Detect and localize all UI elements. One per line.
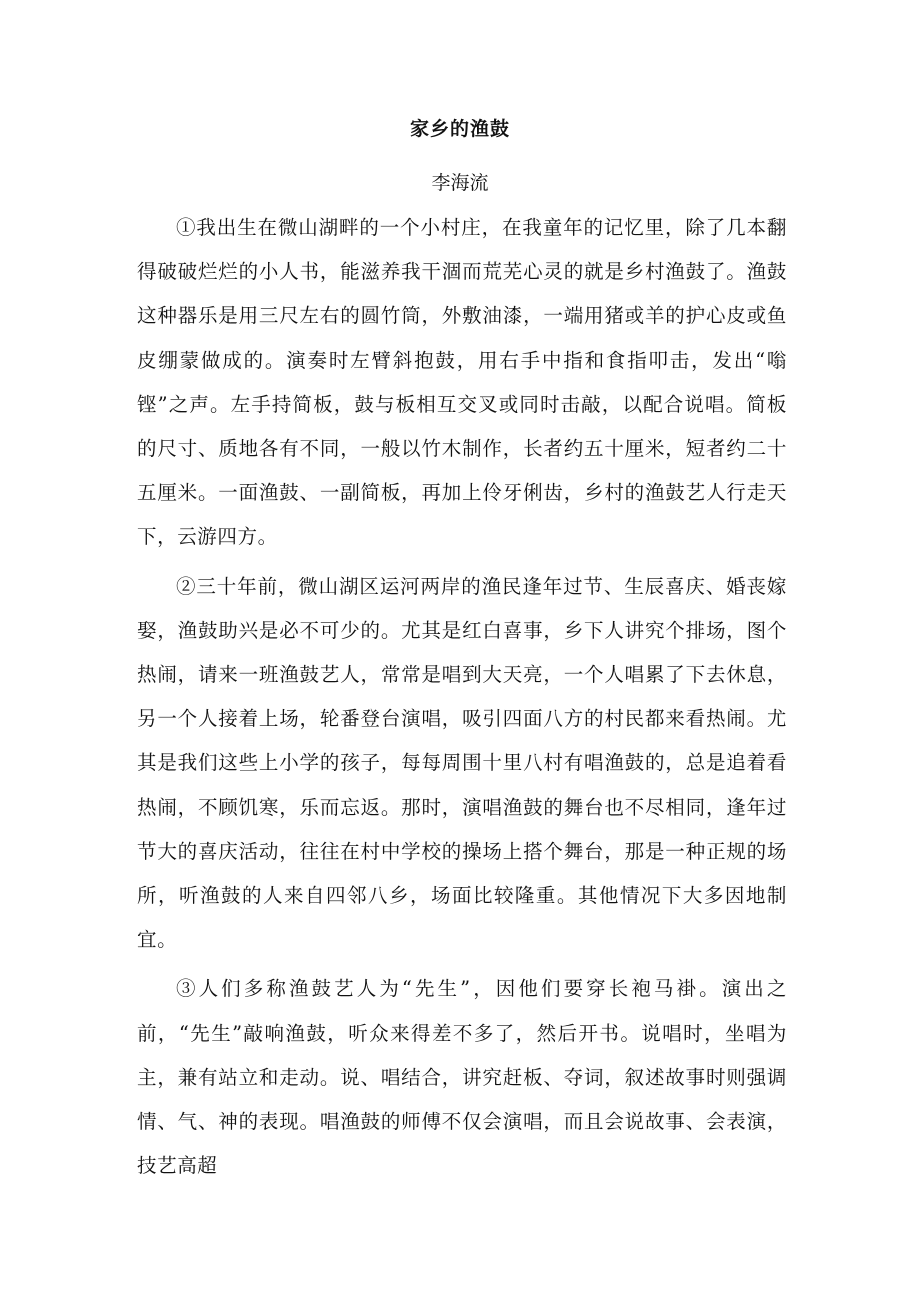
paragraph-2: ②三十年前，微山湖区运河两岸的渔民逢年过节、生辰喜庆、婚丧嫁娶，渔鼓助兴是必不可少的。尤其是红白喜事，乡下人讲究个排场，图个热闹，请来一班渔鼓艺人，常常是唱到大天亮，一个人唱累了下去休息，另一个人接着上场，轮番登台演唱，吸引四面八方的村民都来看热闹。尤其是我们这些上小学的孩子，每每周围十里八村有唱渔鼓的，总是追着看热闹，不顾饥寒，乐而忘返。那时，演唱渔鼓的舞台也不尽相同，逢年过节大的喜庆活动，往往在村中学校的操场上搭个舞台，那是一种正规的场所，听渔鼓的人来自四邻八乡，场面比较隆重。其他情况下大多因地制宜。: [137, 574, 787, 952]
paragraph-3: ③人们多称渔鼓艺人为“先生”，因他们要穿长袍马褂。演出之前，“先生”敲响渔鼓，听众来得差不多了，然后开书。说唱时，坐唱为主，兼有站立和走动。说、唱结合，讲究赶板、夺词，叙述故事时则强调情、气、神的表现。唱渔鼓的师傅不仅会演唱，而且会说故事、会表演，技艺高超: [137, 977, 787, 1178]
article-title: 家乡的渔鼓: [409, 118, 510, 140]
article-author: 李海流: [431, 172, 489, 194]
paragraph-1: ①我出生在微山湖畔的一个小村庄，在我童年的记忆里，除了几本翻得破破烂烂的小人书，能滋养我干涸而荒芜心灵的就是乡村渔鼓了。渔鼓这种器乐是用三尺左右的圆竹筒，外敷油漆，一端用猪或羊的护心皮或鱼皮绷蒙做成的。演奏时左臂斜抱鼓，用右手中指和食指叩击，发出“嗡铿”之声。左手持简板，鼓与板相互交叉或同时击敲，以配合说唱。简板的尺寸、质地各有不同，一般以竹木制作，长者约五十厘米，短者约二十五厘米。一面渔鼓、一副简板，再加上伶牙俐齿，乡村的渔鼓艺人行走天下，云游四方。: [137, 216, 787, 549]
article-body: [137, 206, 787, 1193]
